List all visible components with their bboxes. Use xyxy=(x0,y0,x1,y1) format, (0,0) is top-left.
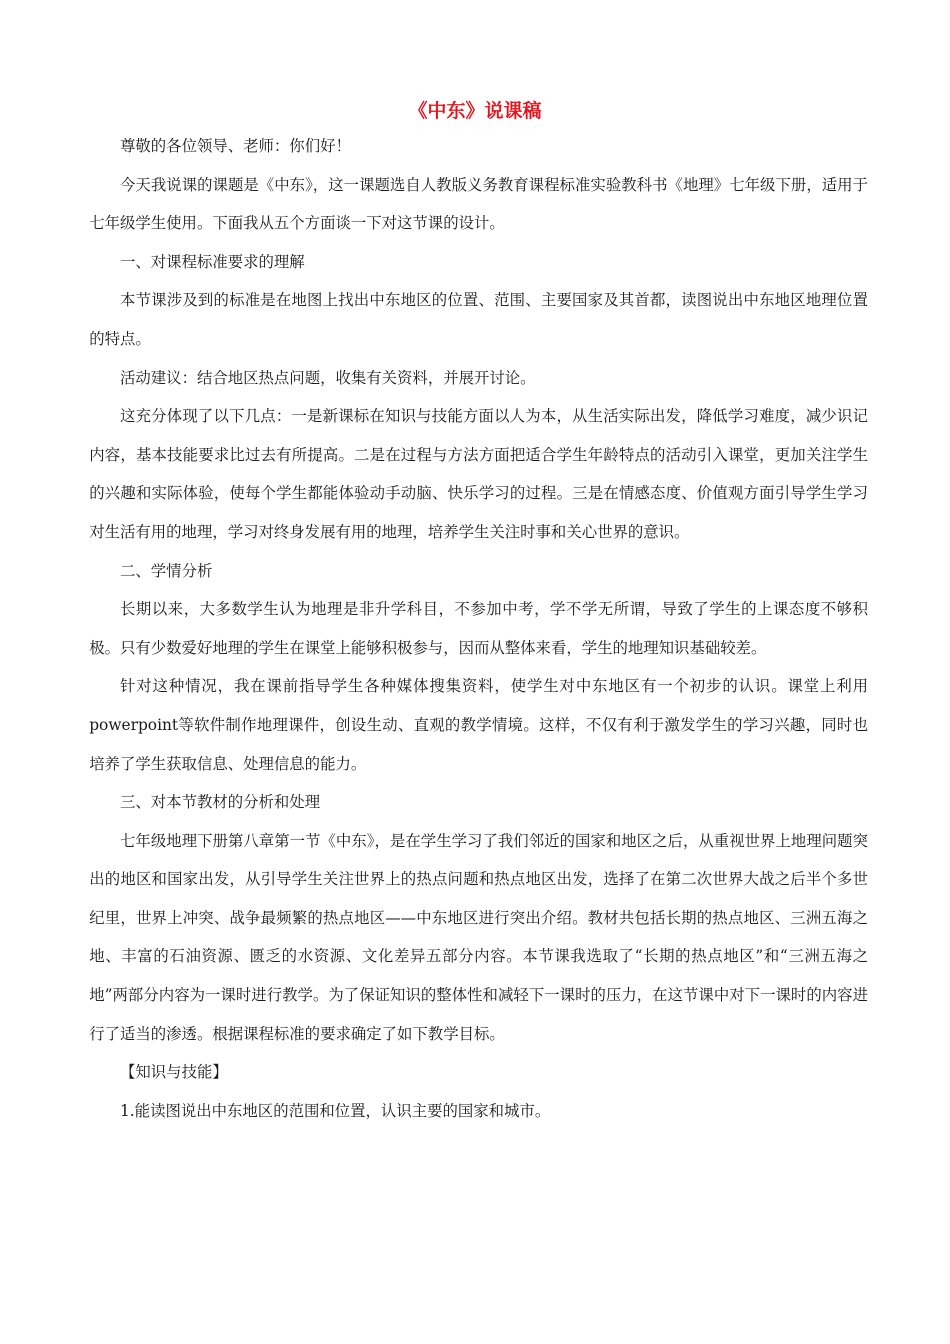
greeting: 尊敬的各位领导、老师：你们好！ xyxy=(120,137,351,155)
paragraph-standard: 本节课涉及到的标准是在地图上找出中东地区的位置、范围、主要国家及其首都，读图说出中东地区地理位置的特点。 xyxy=(89,291,868,348)
section-heading-2: 二、学情分析 xyxy=(120,561,213,580)
paragraph-student-analysis: 长期以来，大多数学生认为地理是非升学科目，不参加中考，学不学无所谓，导致了学生的上课态度不够积极。只有少数爱好地理的学生在课堂上能够积极参与，因而从整体来看，学生的地理知识基础较差。 xyxy=(89,600,868,657)
subheading-knowledge: 【知识与技能】 xyxy=(120,1063,228,1082)
document-title: 《中东》说课稿 xyxy=(408,100,542,122)
section-heading-1: 一、对课程标准要求的理解 xyxy=(120,252,305,271)
document-body xyxy=(89,127,868,1130)
section-heading-3: 三、对本节教材的分析和处理 xyxy=(120,793,321,812)
paragraph-activity: 活动建议：结合地区热点问题，收集有关资料，并展开讨论。 xyxy=(120,368,536,387)
list-item-1: 1.能读图说出中东地区的范围和位置，认识主要的国家和城市。 xyxy=(120,1101,551,1120)
paragraph-textbook: 七年级地理下册第八章第一节《中东》，是在学生学习了我们邻近的国家和地区之后，从重视世界上地理问题突出的地区和国家出发，从引导学生关注世界上的热点问题和热点地区出发，选择了在第二次世界大战之后半个多世纪里，世界上冲突、战争最频繁的热点地区——中东地区进行突出介绍。教材共包括长期的热点地区、三洲五海之地、丰富的石油资源、匮乏的水资源、文化差异五部分内容。本节课我选取了“长期的热点地区”和“三洲五海之地”两部分内容为一课时进行教学。为了保证知识的整体性和减轻下一课时的压力，在这节课中对下一课时的内容进行了适当的渗透。根据课程标准的要求确定了如下教学目标。 xyxy=(89,831,868,1043)
paragraph-response: 针对这种情况，我在课前指导学生各种媒体搜集资料，使学生对中东地区有一个初步的认识。课堂上利用powerpoint等软件制作地理课件，创设生动、直观的教学情境。这样，不仅有利于激发学生的学习兴趣，同时也培养了学生获取信息、处理信息的能力。 xyxy=(89,677,868,773)
paragraph-intro: 今天我说课的课题是《中东》，这一课题选自人教版义务教育课程标准实验教科书《地理》七年级下册，适用于七年级学生使用。下面我从五个方面谈一下对这节课的设计。 xyxy=(89,175,868,233)
paragraph-reflection: 这充分体现了以下几点：一是新课标在知识与技能方面以人为本，从生活实际出发，降低学习难度，减少识记内容，基本技能要求比过去有所提高。二是在过程与方法方面把适合学生年龄特点的活动引入课堂，更加关注学生的兴趣和实际体验，使每个学生都能体验动手动脑、快乐学习的过程。三是在情感态度、价值观方面引导学生学习对生活有用的地理，学习对终身发展有用的地理，培养学生关注时事和关心世界的意识。 xyxy=(89,407,868,541)
